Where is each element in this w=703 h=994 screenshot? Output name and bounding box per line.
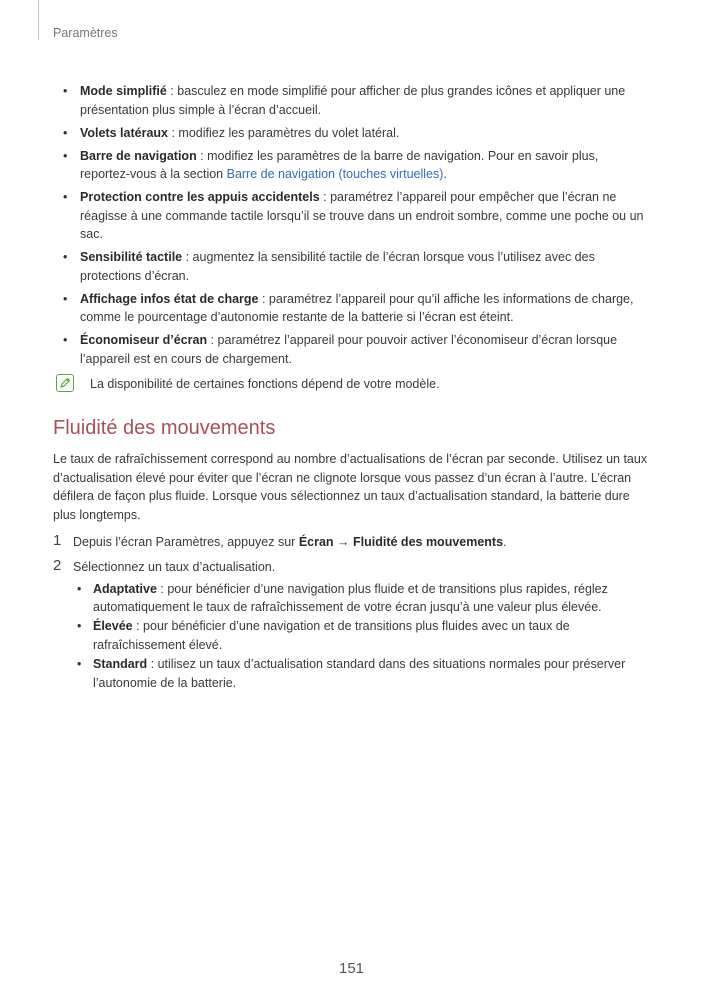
- list-item: [53, 331, 649, 368]
- item-text: : paramétrez l’appareil pour qu’il affiche les informations de charge, comme le pourcentage d’autonomie restante de la batterie si l’écran est éteint.: [80, 291, 634, 325]
- steps-list: [53, 533, 649, 692]
- list-item: [53, 290, 649, 327]
- note: [53, 373, 649, 395]
- step-item: [53, 533, 649, 552]
- item-term: Adaptative: [93, 581, 157, 596]
- page-header: Paramètres: [53, 26, 118, 40]
- step-text: Sélectionnez un taux d’actualisation.: [73, 560, 276, 575]
- item-term: Affichage infos état de charge: [80, 291, 259, 306]
- item-text: : augmentez la sensibilité tactile de l’écran lorsque vous l’utilisez avec des protections d’écran.: [80, 250, 595, 283]
- list-item: [53, 248, 649, 285]
- step-text: Depuis l’écran Paramètres, appuyez sur: [73, 535, 299, 550]
- item-text: : paramétrez l’appareil pour pouvoir activer l’économiseur d’écran lorsque l’appareil est en cours de chargement.: [80, 333, 618, 367]
- item-text: : paramétrez l’appareil pour empêcher que l’écran ne réagisse à une commande tactile lorsqu’il se trouve dans un endroit sombre, comme une poche ou un sac.: [80, 190, 644, 242]
- step-bold: Fluidité des mouvements: [353, 535, 504, 550]
- settings-list: [53, 82, 649, 369]
- item-text: : modifiez les paramètres du volet latéral.: [168, 125, 400, 140]
- item-text: : utilisez un taux d’actualisation standard dans des situations normales pour préserver l’autonomie de la batterie.: [93, 657, 626, 690]
- step-number: 2: [53, 557, 62, 575]
- step-bold: Écran: [298, 535, 334, 550]
- step-number: 1: [53, 532, 62, 550]
- list-item: [53, 82, 649, 119]
- item-term: Volets latéraux: [80, 125, 169, 140]
- note-pencil-icon: [56, 374, 74, 392]
- section-intro: Le taux de rafraîchissement correspond au nombre d’actualisations de l’écran par seconde. Utilisez un taux d’actualisation élevé pour éviter que l’écran ne clignote lorsque vous passez d’un écran à l’autre. L’écran défilera de façon plus fluide. Lorsque vous sélectionnez un taux d’actualisation standard, la batterie dure plus longtemps.: [53, 452, 648, 522]
- item-text: : pour bénéficier d’une navigation plus fluide et de transitions plus rapides, réglez automatiquement le taux de rafraîchissement de votre écran jusqu’à une valeur plus élevée.: [93, 581, 608, 615]
- navigation-bar-link[interactable]: Barre de navigation (touches virtuelles): [226, 167, 444, 182]
- item-term: Protection contre les appuis accidentels: [80, 190, 320, 205]
- item-text: : pour bénéficier d’une navigation et de transitions plus fluides avec un taux de rafraîchissement élevé.: [93, 619, 570, 652]
- note-text: La disponibilité de certaines fonctions dépend de votre modèle.: [90, 377, 440, 392]
- step-text: .: [503, 535, 507, 550]
- list-item: [53, 147, 649, 184]
- item-term: Standard: [93, 657, 148, 672]
- list-item: [73, 580, 649, 617]
- item-text: : modifiez les paramètres de la barre de navigation. Pour en savoir plus, reportez-vous à la section: [80, 148, 599, 182]
- item-term: Barre de navigation: [80, 148, 197, 163]
- item-term: Élevée: [93, 619, 133, 634]
- page-number: 151: [338, 960, 365, 977]
- item-text: : basculez en mode simplifié pour afficher de plus grandes icônes et appliquer une présentation plus simple à l’écran d’accueil.: [80, 84, 626, 117]
- list-item: [73, 617, 649, 654]
- list-item: [73, 655, 649, 692]
- header-divider: [38, 0, 39, 40]
- step-item: [53, 558, 649, 692]
- refresh-options-list: [73, 580, 649, 693]
- item-term: Mode simplifié: [80, 84, 167, 98]
- item-tail: .: [443, 167, 447, 182]
- list-item: [53, 188, 649, 244]
- section-title: Fluidité des mouvements: [53, 417, 276, 440]
- list-item: [53, 124, 649, 143]
- item-term: Économiseur d’écran: [80, 333, 208, 348]
- item-term: Sensibilité tactile: [80, 250, 183, 265]
- step-arrow: →: [333, 535, 354, 550]
- page-content: [53, 82, 649, 698]
